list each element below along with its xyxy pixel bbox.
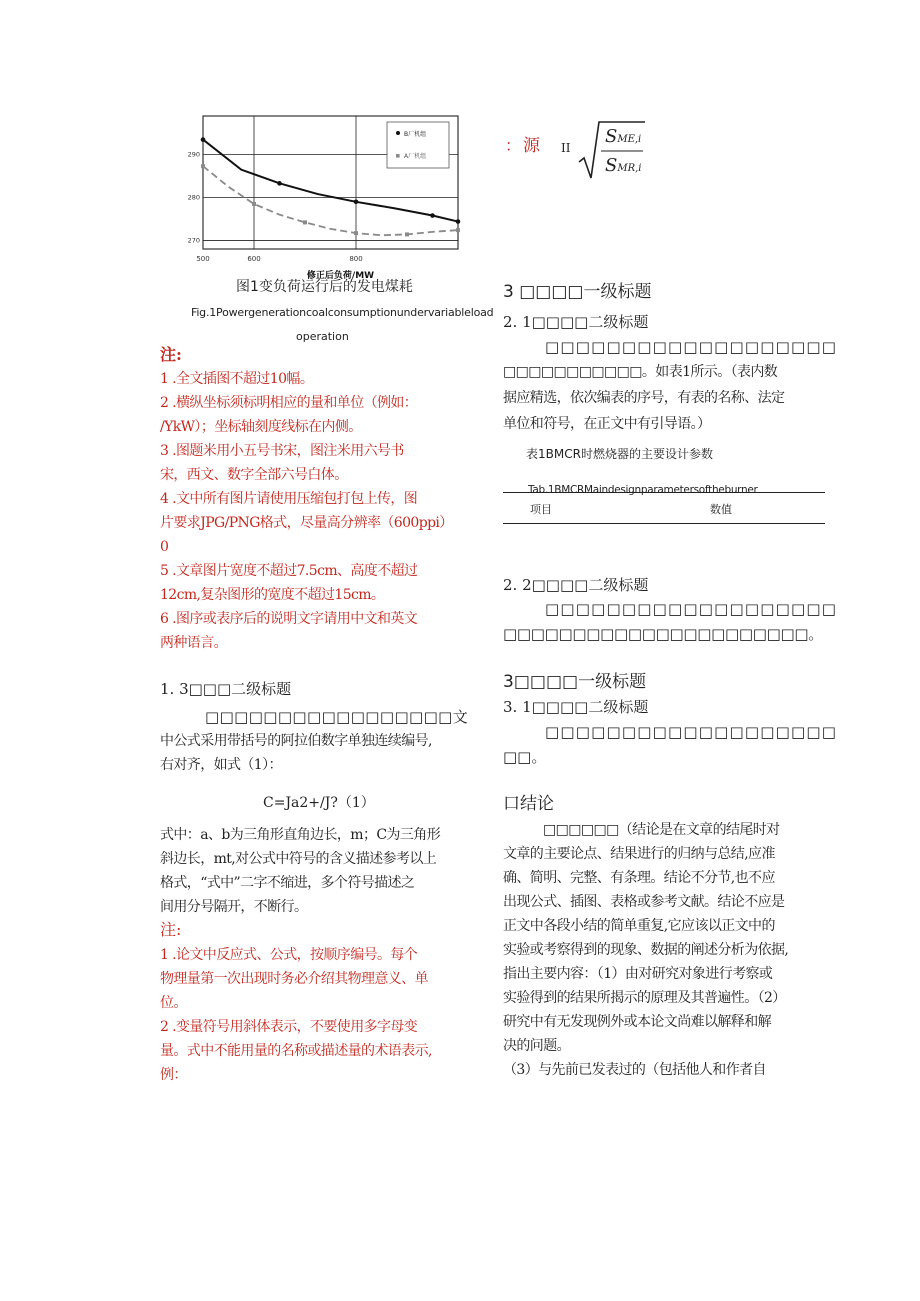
section-3-1-body: □□。 bbox=[503, 748, 547, 766]
conclusion-line: 决的问题。 bbox=[503, 1038, 570, 1054]
x-tick-label: 500 bbox=[196, 255, 210, 263]
data-point bbox=[303, 220, 307, 224]
note2-item: 1 .论文中反应式、公式，按顺序编号。每个 bbox=[160, 947, 418, 963]
table-title-cn: 表1BMCR时燃烧器的主要设计参数 bbox=[526, 447, 713, 461]
note2-item: 物理量第一次出现时务必介绍其物理意义、单 bbox=[160, 971, 428, 987]
conclusion-line: 确、简明、完整、有条理。结论不分节,也不应 bbox=[503, 870, 775, 886]
section-1-3-heading: 1. 3□□□二级标题 bbox=[160, 680, 292, 698]
legend-label: A厂机组 bbox=[404, 153, 427, 160]
formula-numerator bbox=[605, 127, 641, 150]
data-point bbox=[430, 213, 435, 218]
formula-left-mark: ： bbox=[505, 136, 522, 155]
section-2-2-body: □□□□□□□□□□□□□□□□□□□□□□。 bbox=[503, 625, 823, 643]
data-point bbox=[405, 232, 409, 236]
figure-caption-en: Fig.1Powergenerationcoalconsumptionundervariableload bbox=[191, 306, 494, 319]
legend-marker bbox=[396, 131, 400, 135]
section-2-2-body: □□□□□□□□□□□□□□□□□□□ bbox=[545, 600, 838, 618]
figure-chart bbox=[168, 110, 468, 280]
note1-item: 两种语言。 bbox=[160, 635, 227, 651]
table-header-item: 项目 bbox=[530, 503, 552, 516]
note2-item: 位。 bbox=[160, 995, 187, 1011]
conclusion-line: 指出主要内容：（1）由对研究对象进行考察或 bbox=[503, 966, 773, 982]
note1-item: 宋，西文、数字全部六号白体。 bbox=[160, 467, 348, 483]
note1-item: 2 .横纵坐标须标明相应的量和单位（例如： bbox=[160, 395, 418, 411]
section-2-1-body: 单位和符号，在正文中有引导语。） bbox=[503, 416, 711, 432]
legend-marker bbox=[396, 154, 400, 158]
conclusion-line: 实验得到的结果所揭示的原理及其普遍性。（2） bbox=[503, 990, 786, 1006]
table-header-value: 数值 bbox=[710, 503, 732, 516]
note1-item: /YkW）；坐标轴刻度线标在内侧。 bbox=[160, 419, 362, 435]
section-2-1-body: □□□□□□□□□□□。如表1所示。（表内数 bbox=[503, 364, 778, 380]
note1-item: 1 .全文插图不超过10幅。 bbox=[160, 371, 314, 387]
numerator-symbol: S bbox=[605, 126, 618, 147]
symbol-explanation: 格式，“式中”二字不缩进，多个符号描述之 bbox=[160, 875, 415, 891]
note1-item: 3 .图题米用小五号书宋，图注米用六号书 bbox=[160, 443, 404, 459]
formula-block bbox=[505, 118, 655, 188]
note1-item: 5 .文章图片宽度不超过7.5cm、高度不超过 bbox=[160, 563, 418, 579]
note1-item: 4 .文中所有图片请使用压缩包打包上传，图 bbox=[160, 491, 418, 507]
equation-1: C=Ja2+/J?（1） bbox=[263, 795, 375, 811]
y-tick-label: 280 bbox=[187, 193, 200, 202]
symbol-explanation: 式中：a、b为三角形直角边长，m；C为三角形 bbox=[160, 827, 441, 843]
figure-caption-cn: 图1变负荷运行后的发电煤耗 bbox=[236, 279, 413, 295]
note2-item: 2 .变量符号用斜体表示，不要使用多字母变 bbox=[160, 1019, 418, 1035]
legend-label: B厂机组 bbox=[404, 131, 427, 138]
conclusion-line: 出现公式、插图、表格或参考文献。结论不应是 bbox=[503, 894, 785, 910]
denominator-symbol: S bbox=[605, 155, 618, 176]
conclusion-line: 正文中各段小结的简单重复,它应该以正文中的 bbox=[503, 918, 775, 934]
section-1-3-body: 中公式采用带括号的阿拉伯数字单独连续编号, bbox=[160, 733, 432, 749]
data-point bbox=[201, 164, 205, 168]
note1-item: 片要求JPG/PNG格式，尽量高分辨率（600ppi） bbox=[160, 515, 453, 531]
section-2-1-heading: 2. 1□□□□二级标题 bbox=[503, 313, 649, 331]
note2-item: 量。式中不能用量的名称或描述量的术语表示, bbox=[160, 1043, 432, 1059]
note2-item: 例： bbox=[160, 1067, 187, 1083]
data-point bbox=[277, 181, 282, 186]
section-3-heading: 3 □□□□一级标题 bbox=[503, 282, 652, 302]
data-point bbox=[201, 137, 206, 142]
conclusion-heading: 口结论 bbox=[503, 794, 554, 814]
legend-box bbox=[387, 122, 449, 168]
section-2-2-heading: 2. 2□□□□二级标题 bbox=[503, 576, 649, 594]
conclusion-line: 实验或考察得到的现象、数据的阐述分析为依据, bbox=[503, 942, 789, 958]
section-2-1-body: 据应精选，依次编表的序号，有表的名称、法定 bbox=[503, 390, 785, 406]
data-point bbox=[354, 231, 358, 235]
section-2-1-body: □□□□□□□□□□□□□□□□□□□ bbox=[545, 338, 838, 356]
formula-denominator bbox=[605, 156, 642, 179]
numerator-subscript: ME,i bbox=[617, 134, 642, 145]
formula-equals: II bbox=[561, 141, 571, 155]
x-tick-label: 800 bbox=[349, 255, 363, 263]
data-point bbox=[354, 200, 359, 205]
note1-item: 0 bbox=[160, 539, 169, 555]
x-tick-label: 600 bbox=[247, 255, 261, 263]
table-title-en: Tab.1BMCRMaindesignparametersoftheburner bbox=[528, 484, 758, 496]
denominator-subscript: MR,i bbox=[617, 163, 642, 174]
section-1-3-body: 右对齐，如式（1）： bbox=[160, 757, 282, 773]
symbol-explanation: 斜边长，mt,对公式中符号的含义描述参考以上 bbox=[160, 851, 437, 867]
note1-title: 注: bbox=[160, 345, 182, 364]
section-3-1-body: □□□□□□□□□□□□□□□□□□□ bbox=[545, 723, 838, 741]
data-point bbox=[456, 228, 460, 232]
data-point bbox=[456, 219, 461, 224]
section-3b-heading: 3□□□□一级标题 bbox=[503, 672, 647, 692]
note2-title: 注: bbox=[160, 920, 182, 939]
formula-label: 源 bbox=[523, 136, 540, 156]
x-axis-label: 修正后负荷/MW bbox=[306, 271, 375, 280]
section-3-1-heading: 3. 1□□□□二级标题 bbox=[503, 698, 649, 716]
figure-caption-en-cont: operation bbox=[296, 330, 349, 343]
conclusion-line: □□□□□□（结论是在文章的结尾时对 bbox=[543, 822, 780, 838]
conclusion-line: （3）与先前已发表过的（包括他人和作者自 bbox=[503, 1062, 766, 1078]
note1-item: 6 .图序或表序后的说明文字请用中文和英文 bbox=[160, 611, 418, 627]
table bbox=[503, 492, 825, 524]
y-tick-label: 290 bbox=[187, 150, 200, 159]
symbol-explanation: 间用分号隔开，不断行。 bbox=[160, 899, 308, 915]
y-tick-label: 270 bbox=[187, 236, 200, 245]
conclusion-line: 文章的主要论点、结果进行的归纳与总结,应准 bbox=[503, 846, 775, 862]
note1-item: 12cm,复杂图形的宽度不超过15cm。 bbox=[160, 587, 385, 603]
section-1-3-body: □□□□□□□□□□□□□□□□□文 bbox=[205, 708, 469, 726]
data-point bbox=[252, 202, 256, 206]
conclusion-line: 研究中有无发现例外或本论文尚难以解释和解 bbox=[503, 1014, 771, 1030]
